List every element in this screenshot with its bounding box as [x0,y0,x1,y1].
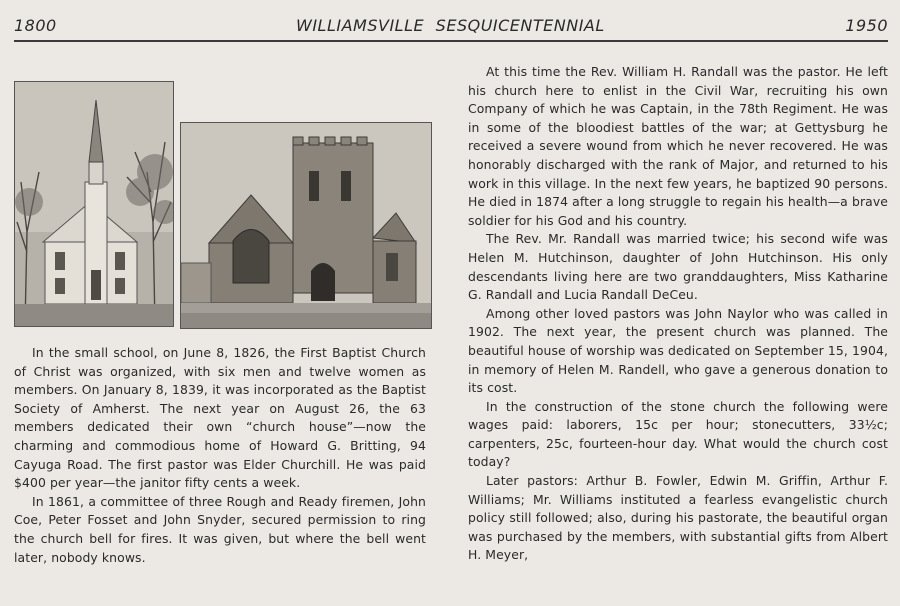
right-text-column [468,63,888,565]
paragraph: The Rev. Mr. Randall was married twice; his second wife was Helen M. Hutchinson, daughter of John Hutchinson. His only descendants living here are two granddaughters, Miss Katharine G. Randall and Lucia Randall DeCeu. [468,231,888,303]
paragraph: In the construction of the stone church the following were wages paid: laborers, 15c per hour; stonecutters, 33½c; carpenters, 25c, fourteen-hour day. What would the church cost today? [468,398,888,470]
page-header [14,14,888,42]
paragraph: Later pastors: Arthur B. Fowler, Edwin M. Griffin, Arthur F. Williams; Mr. Williams instituted a fearless evangelistic church policy still followed; also, during his pastorate, the beautiful organ was purchased by the members, with substantial gifts from Albert H. Meyer, [468,473,888,563]
stone-church-photo [180,122,432,329]
paragraph: In 1861, a committee of three Rough and Ready firemen, John Coe, Peter Fosset and John Snyder, secured permission to ring the church bell for fires. It was given, but where the bell went later, nobody knows. [14,493,426,565]
paragraph: Among other loved pastors was John Naylor who was called in 1902. The next year, the present church was planned. The beautiful house of worship was dedicated on September 15, 1904, in memory of Helen M. Randell, who gave a generous donation to its cost. [468,305,888,396]
old-church-photo [14,81,174,327]
header-title: WILLIAMSVILLE SESQUICENTENNIAL [296,16,605,35]
paragraph: In the small school, on June 8, 1826, the First Baptist Church of Christ was organized, with six men and twelve women as members. On January 8, 1839, it was incorporated as the Baptist Society of Amherst. The next year on August 26, the 63 members dedicated their own “church house”—now the charming and commodious home of Howard G. Britting, 94 Cayuga Road. The first pastor was Elder Churchill. He was paid $400 per year—the janitor fifty cents a week. [14,345,426,491]
header-year-left: 1800 [14,16,57,35]
left-text-column [14,344,426,567]
header-year-right: 1950 [845,16,888,35]
paragraph: At this time the Rev. William H. Randall was the pastor. He left his church here to enlist in the Civil War, recruiting his own Company of which he was Captain, in the 78th Regiment. He was in some of the bloodiest battles of the war; at Gettysburg he received a severe wound from which he never recovered. He was honorably discharged with the rank of Major, and returned to his work in this village. In the next few years, he baptized 90 persons. He died in 1874 after a long struggle to regain his health—a brave soldier for his God and his country. [468,64,888,228]
